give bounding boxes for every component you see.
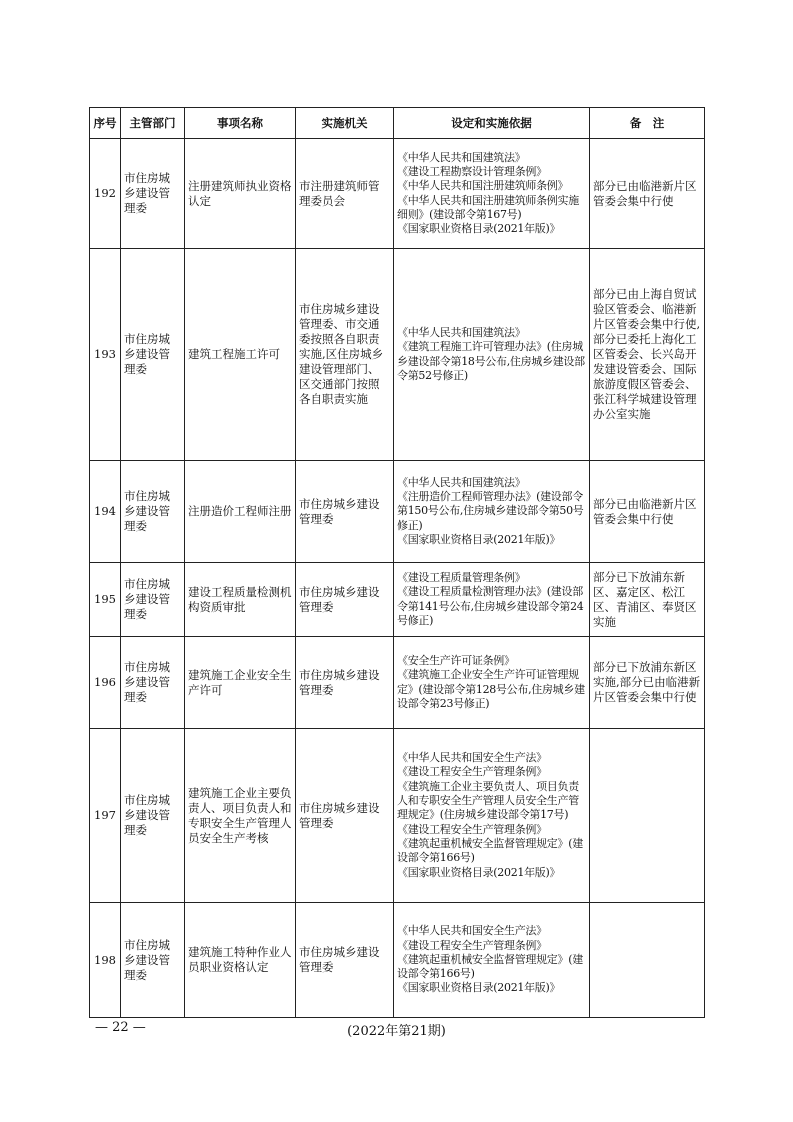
row-item: 注册造价工程师注册 <box>185 461 296 563</box>
page-number: — 22 — <box>95 1020 146 1035</box>
header-remark: 备 注 <box>590 108 705 139</box>
table-header-row <box>90 108 705 139</box>
issue-label: (2022年第21期) <box>347 1024 446 1039</box>
row-basis: 《中华人民共和国建筑法》 《建设工程勘察设计管理条例》 《中华人民共和国注册建筑师条例》 《中华人民共和国注册建筑师条例实施细则》(建设部令第167号) 《国家职业资格目录(2021年版)》 <box>394 139 590 249</box>
row-dept: 市住房城乡建设管理委 <box>121 563 185 637</box>
row-remark <box>590 729 705 903</box>
row-item: 注册建筑师执业资格认定 <box>185 139 296 249</box>
table-row <box>90 729 705 903</box>
row-number: 193 <box>90 249 121 461</box>
row-dept: 市住房城乡建设管理委 <box>121 903 185 1018</box>
row-agency: 市注册建筑师管理委员会 <box>296 139 394 249</box>
row-item: 建筑工程施工许可 <box>185 249 296 461</box>
row-dept: 市住房城乡建设管理委 <box>121 139 185 249</box>
row-dept: 市住房城乡建设管理委 <box>121 249 185 461</box>
table-row <box>90 139 705 249</box>
table-row <box>90 903 705 1018</box>
row-basis: 《中华人民共和国安全生产法》 《建设工程安全生产管理条例》 《建筑施工企业主要负责人、项目负责人和专职安全生产管理人员安全生产管理规定》(住房城乡建设部令第17号) 《建设工程安全生产管理条例》 《建筑起重机械安全监督管理规定》(建设部令第166号) 《国家职业资格目录(2021年版)》 <box>394 729 590 903</box>
row-agency: 市住房城乡建设管理委 <box>296 729 394 903</box>
row-basis: 《安全生产许可证条例》 《建筑施工企业安全生产许可证管理规定》(建设部令第128号公布,住房城乡建设部令第23号修正) <box>394 637 590 729</box>
row-agency: 市住房城乡建设管理委 <box>296 637 394 729</box>
row-agency: 市住房城乡建设管理委 <box>296 461 394 563</box>
row-number: 192 <box>90 139 121 249</box>
header-seq: 序号 <box>90 108 121 139</box>
row-basis: 《建设工程质量管理条例》 《建设工程质量检测管理办法》(建设部令第141号公布,住房城乡建设部令第24号修正) <box>394 563 590 637</box>
row-remark: 部分已下放浦东新区、嘉定区、松江区、青浦区、奉贤区实施 <box>590 563 705 637</box>
row-basis: 《中华人民共和国安全生产法》 《建设工程安全生产管理条例》 《建筑起重机械安全监督管理规定》(建设部令第166号) 《国家职业资格目录(2021年版)》 <box>394 903 590 1018</box>
row-basis: 《中华人民共和国建筑法》 《建筑工程施工许可管理办法》(住房城乡建设部令第18号公布,住房城乡建设部令第52号修正) <box>394 249 590 461</box>
row-basis: 《中华人民共和国建筑法》 《注册造价工程师管理办法》(建设部令第150号公布,住房城乡建设部令第50号修正) 《国家职业资格目录(2021年版)》 <box>394 461 590 563</box>
row-remark <box>590 903 705 1018</box>
table-row <box>90 637 705 729</box>
row-dept: 市住房城乡建设管理委 <box>121 729 185 903</box>
table-row <box>90 461 705 563</box>
row-item: 建设工程质量检测机构资质审批 <box>185 563 296 637</box>
row-number: 196 <box>90 637 121 729</box>
row-agency: 市住房城乡建设管理委 <box>296 903 394 1018</box>
row-remark: 部分已由临港新片区管委会集中行使 <box>590 461 705 563</box>
row-item: 建筑施工企业安全生产许可 <box>185 637 296 729</box>
row-remark: 部分已由上海自贸试验区管委会、临港新片区管委会集中行使,部分已委托上海化工区管委会、长兴岛开发建设管委会、国际旅游度假区管委会、张江科学城建设管理办公室实施 <box>590 249 705 461</box>
header-agency: 实施机关 <box>296 108 394 139</box>
header-dept: 主管部门 <box>121 108 185 139</box>
row-item: 建筑施工特种作业人员职业资格认定 <box>185 903 296 1018</box>
table-row <box>90 563 705 637</box>
row-dept: 市住房城乡建设管理委 <box>121 461 185 563</box>
row-dept: 市住房城乡建设管理委 <box>121 637 185 729</box>
row-item: 建筑施工企业主要负责人、项目负责人和专职安全生产管理人员安全生产考核 <box>185 729 296 903</box>
row-agency: 市住房城乡建设管理委 <box>296 563 394 637</box>
header-basis: 设定和实施依据 <box>394 108 590 139</box>
row-remark: 部分已下放浦东新区实施,部分已由临港新片区管委会集中行使 <box>590 637 705 729</box>
items-table <box>89 107 705 1018</box>
row-agency: 市住房城乡建设管理委、市交通委按照各自职责实施,区住房城乡建设管理部门、区交通部门按照各自职责实施 <box>296 249 394 461</box>
table-row <box>90 249 705 461</box>
header-item: 事项名称 <box>185 108 296 139</box>
row-number: 197 <box>90 729 121 903</box>
row-number: 198 <box>90 903 121 1018</box>
row-number: 195 <box>90 563 121 637</box>
row-remark: 部分已由临港新片区管委会集中行使 <box>590 139 705 249</box>
row-number: 194 <box>90 461 121 563</box>
